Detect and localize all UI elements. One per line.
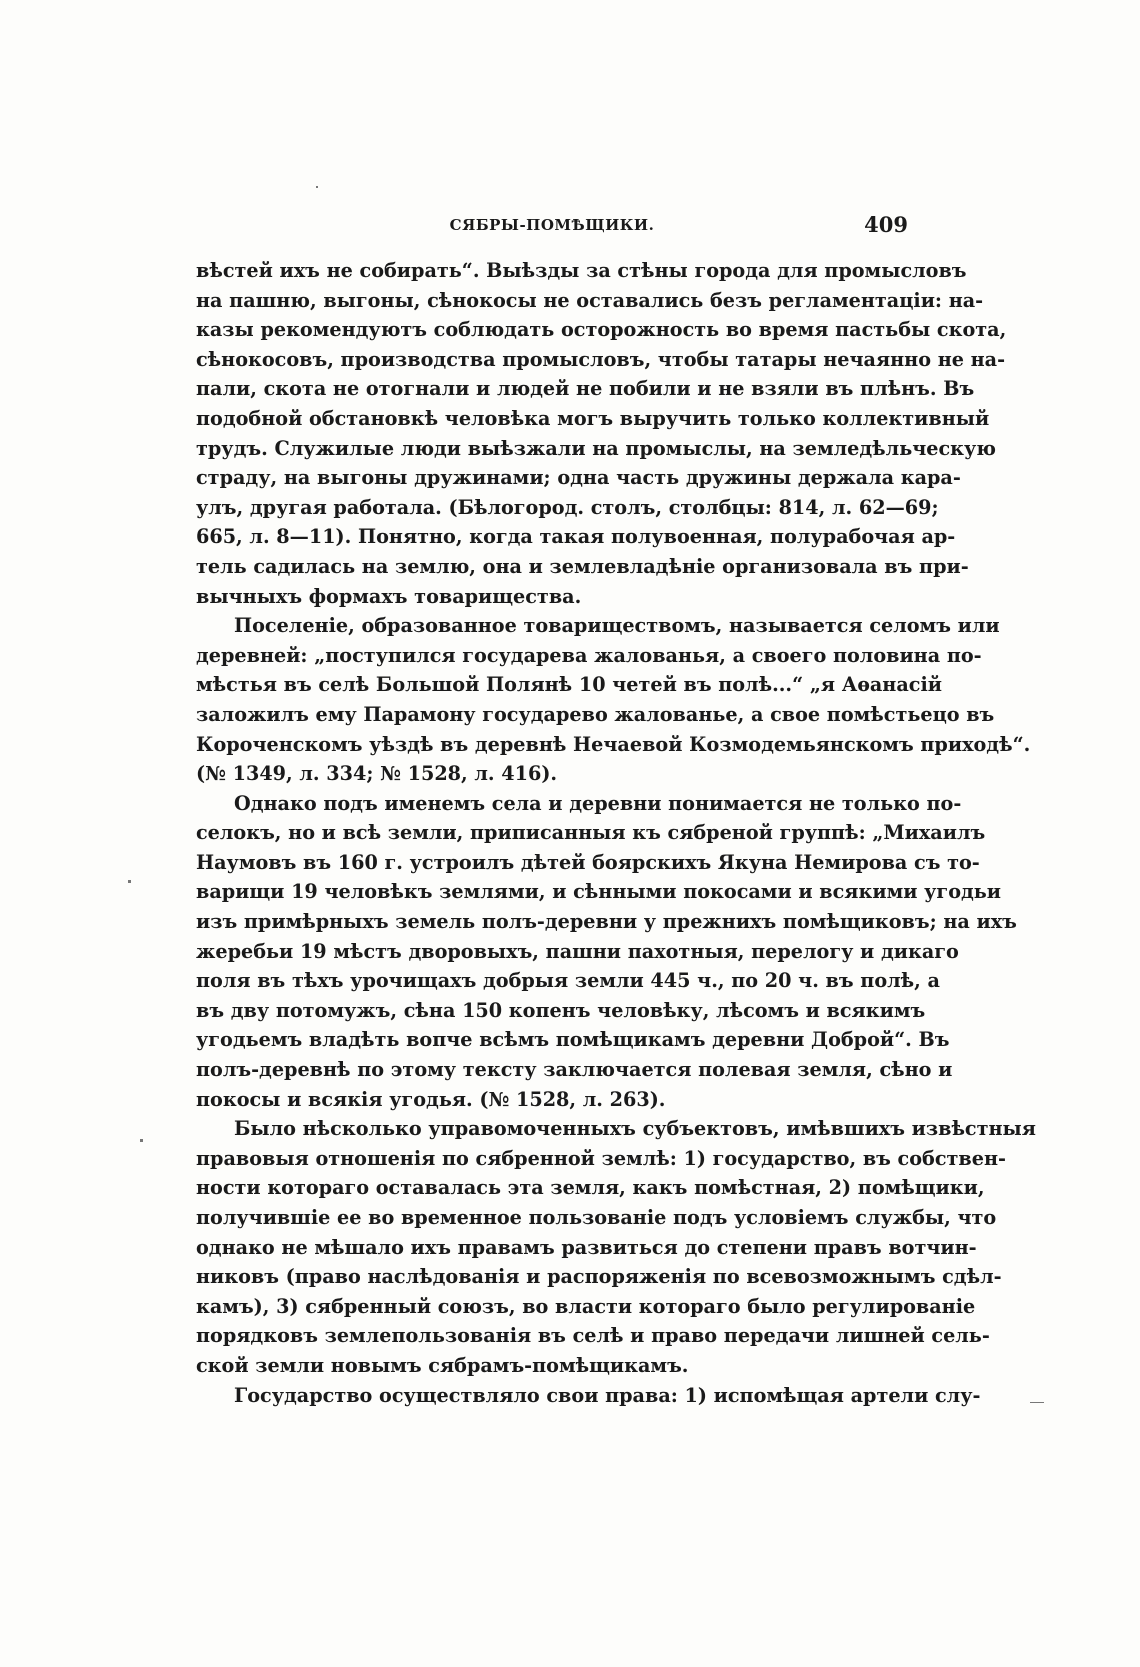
scan-speck xyxy=(1030,1402,1044,1403)
text-line: полъ-деревнѣ по этому тексту заключается полевая земля, сѣно и xyxy=(196,1058,953,1082)
text-line: Короченскомъ уѣздѣ въ деревнѣ Нечаевой Козмодемьянскомъ приходѣ“. xyxy=(196,732,1031,756)
scan-speck xyxy=(316,186,318,188)
text-line: никовъ (право наслѣдованія и распоряженія по всевозможнымъ сдѣл- xyxy=(196,1265,1002,1289)
page-header xyxy=(196,212,908,240)
text-line: улъ, другая работала. (Бѣлогород. столъ, столбцы: 814, л. 62—69; xyxy=(196,495,939,519)
text-line: селокъ, но и всѣ земли, приписанныя къ сябреной группѣ: „Михаилъ xyxy=(196,821,986,845)
text-line: Однако подъ именемъ села и деревни понимается не только по- xyxy=(234,791,962,815)
text-line: Государство осуществляло свои права: 1) испомѣщая артели слу- xyxy=(234,1383,981,1407)
paragraph xyxy=(196,789,1017,1115)
text-line: получившіе ее во временное пользованіе подъ условіемъ службы, что xyxy=(196,1206,997,1229)
text-line: Поселеніе, образованное товариществомъ, называется селомъ или xyxy=(234,614,1000,638)
text-line: угодьемъ владѣть вопче всѣмъ помѣщикамъ деревни Доброй“. Въ xyxy=(196,1028,950,1052)
paragraph xyxy=(196,1381,981,1411)
text-line: варищи 19 человѣкъ землями, и сѣнными покосами и всякими угодьи xyxy=(196,880,1002,904)
text-line: пали, скота не отогнали и людей не побили и не взяли въ плѣнъ. Въ xyxy=(196,377,975,401)
text-line: Было нѣсколько управомоченныхъ субъектовъ, имѣвшихъ извѣстныя xyxy=(234,1117,1036,1141)
paragraph xyxy=(196,611,1031,789)
body-text xyxy=(196,256,1036,1410)
text-line: вычныхъ формахъ товарищества. xyxy=(196,584,582,608)
text-line: покосы и всякія угодья. (№ 1528, л. 263). xyxy=(196,1087,666,1111)
text-line: (№ 1349, л. 334; № 1528, л. 416). xyxy=(196,762,558,786)
text-line: 665, л. 8—11). Понятно, когда такая полувоенная, полурабочая ар- xyxy=(196,525,956,549)
text-line: порядковъ землепользованія въ селѣ и право передачи лишней сель- xyxy=(196,1324,990,1348)
paragraph xyxy=(196,256,1007,611)
text-line: казы рекомендуютъ соблюдать осторожность во время пастьбы скота, xyxy=(196,318,1007,342)
text-line: на пашню, выгоны, сѣнокосы не оставались безъ регламентаціи: на- xyxy=(196,288,984,312)
text-line: заложилъ ему Парамону государево жалованье, а свое помѣстьецо въ xyxy=(196,702,995,726)
text-line: ской земли новымъ сябрамъ-помѣщикамъ. xyxy=(196,1353,689,1377)
paragraph xyxy=(196,1114,1036,1380)
page-number: 409 xyxy=(864,212,908,237)
text-line: ности котораго оставалась эта земля, какъ помѣстная, 2) помѣщики, xyxy=(196,1176,985,1200)
scan-speck xyxy=(140,1139,143,1142)
text-line: деревней: „поступился государева жалованья, а своего половина по- xyxy=(196,643,982,667)
text-line: вѣстей ихъ не собирать“. Выѣзды за стѣны города для промысловъ xyxy=(196,259,967,282)
text-line: Наумовъ въ 160 г. устроилъ дѣтей боярскихъ Якуна Немирова съ то- xyxy=(196,850,980,874)
text-line: изъ примѣрныхъ земель полъ-деревни у прежнихъ помѣщиковъ; на ихъ xyxy=(196,910,1017,934)
text-line: поля въ тѣхъ урочищахъ добрыя земли 445 ч., по 20 ч. въ полѣ, а xyxy=(196,969,940,993)
text-line: страду, на выгоны дружинами; одна часть дружины держала кара- xyxy=(196,466,961,490)
text-line: трудъ. Служилые люди выѣзжали на промыслы, на земледѣльческую xyxy=(196,436,996,460)
text-line: камъ), 3) сябренный союзъ, во власти котораго было регулированіе xyxy=(196,1294,976,1318)
running-head: СЯБРЫ-ПОМѢЩИКИ. xyxy=(449,216,655,234)
text-line: мѣстья въ селѣ Большой Полянѣ 10 четей въ полѣ...“ „я Аѳанасій xyxy=(196,673,942,697)
text-line: въ дву потомужъ, сѣна 150 копенъ человѣку, лѣсомъ и всякимъ xyxy=(196,998,926,1022)
text-line: подобной обстановкѣ человѣка могъ выручить только коллективный xyxy=(196,406,990,430)
text-line: однако не мѣшало ихъ правамъ развиться до степени правъ вотчин- xyxy=(196,1235,977,1259)
text-line: тель садилась на землю, она и землевладѣніе организовала въ при- xyxy=(196,554,969,578)
scan-speck xyxy=(128,880,131,883)
text-line: правовыя отношенія по сябренной землѣ: 1) государство, въ собствен- xyxy=(196,1146,1006,1170)
text-line: сѣнокосовъ, производства промысловъ, чтобы татары нечаянно не на- xyxy=(196,347,1006,371)
text-line: жеребьи 19 мѣстъ дворовыхъ, пашни пахотныя, перелогу и дикаго xyxy=(196,939,959,963)
